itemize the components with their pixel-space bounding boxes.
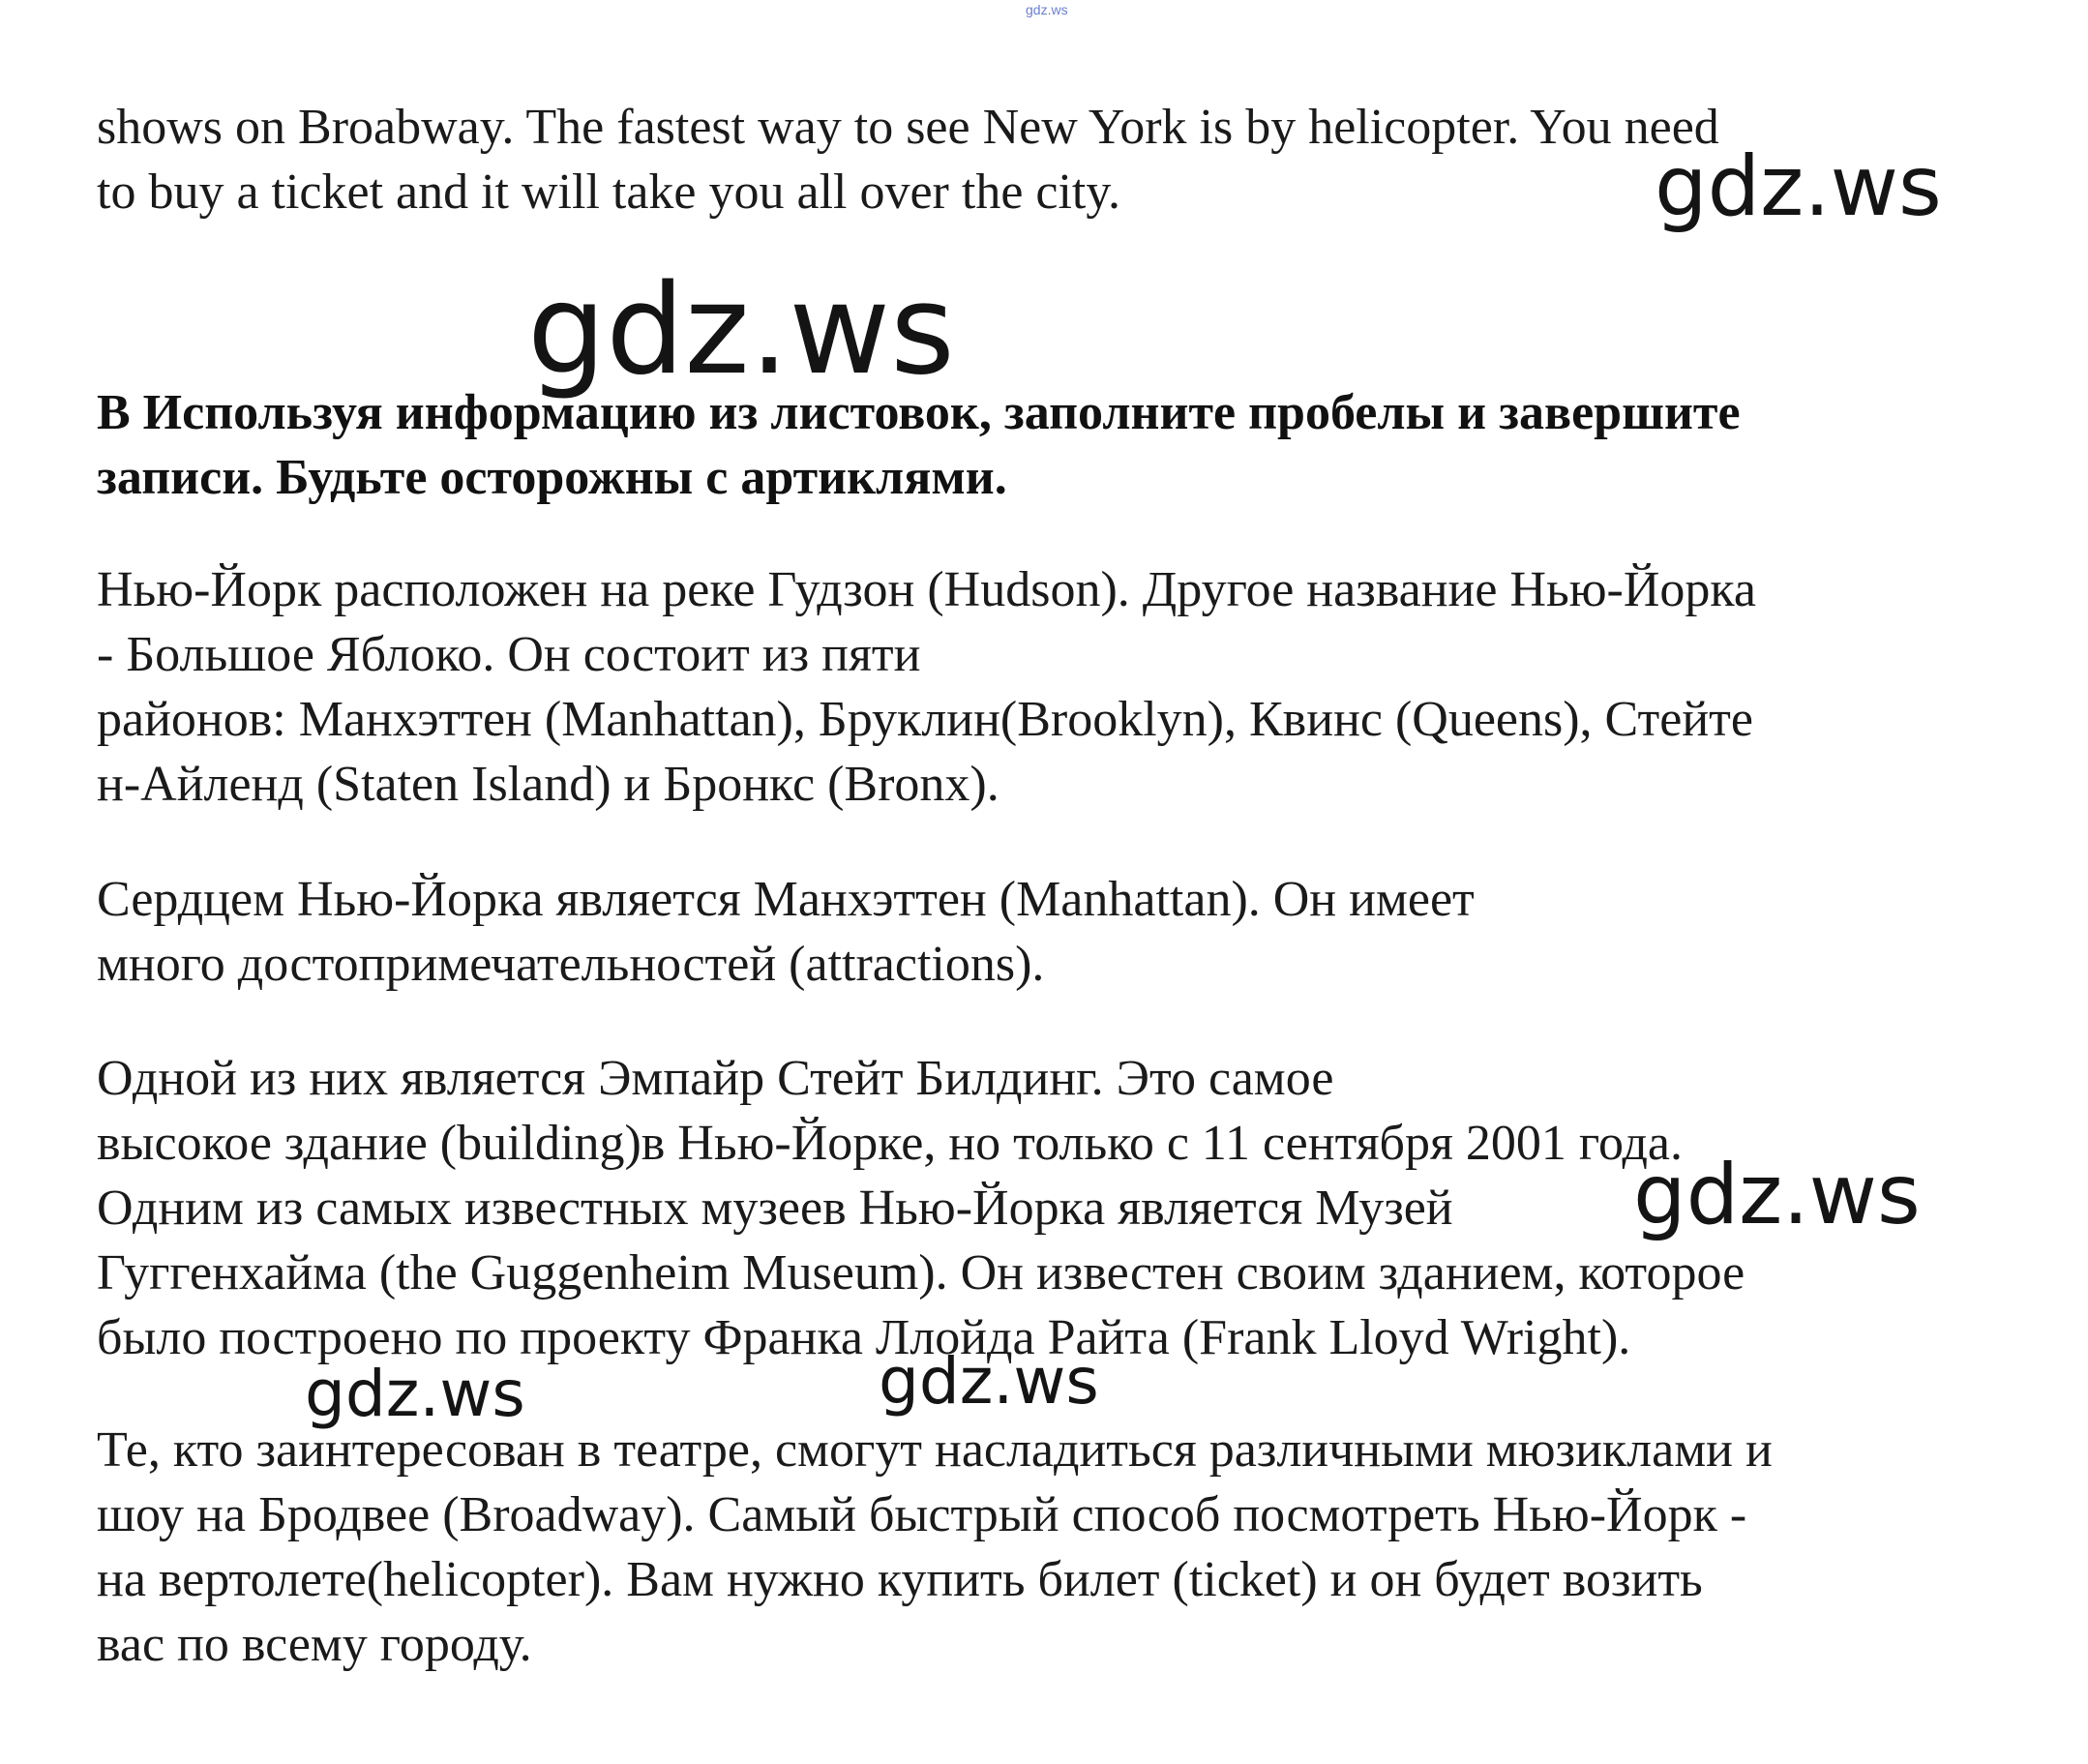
heading-line: записи. Будьте осторожны с артиклями.	[97, 450, 1007, 505]
text-line: Одной из них является Эмпайр Стейт Билдинг. Это самое	[97, 1051, 1334, 1106]
watermark: gdz.ws	[879, 1344, 1099, 1419]
watermark: gdz.ws	[527, 258, 955, 403]
watermark: gdz.ws	[1655, 138, 1942, 235]
text-line: вас по всему городу.	[97, 1617, 532, 1672]
watermark: gdz.ws	[1633, 1147, 1921, 1243]
text-line: Нью-Йорк расположен на реке Гудзон (Hudson). Другое название Нью-Йорка	[97, 562, 1756, 617]
paragraph-2	[97, 867, 2022, 997]
text-line: н-Айленд (Staten Island) и Бронкс (Bronx).	[97, 757, 999, 812]
text-line: Одним из самых известных музеев Нью-Йорка является Музей	[97, 1181, 1453, 1236]
text-line: на вертолете(helicopter). Вам нужно купить билет (ticket) и он будет возить	[97, 1552, 1703, 1607]
text-line: шоу на Бродвее (Broadway). Самый быстрый способ посмотреть Нью-Йорк -	[97, 1487, 1747, 1542]
text-line: to buy a ticket and it will take you all over the city.	[97, 164, 1121, 220]
top-watermark: gdz.ws	[1026, 2, 1068, 17]
watermark: gdz.ws	[305, 1357, 525, 1431]
text-line: shows on Broabway. The fastest way to see New York is by helicopter. You need	[97, 100, 1719, 155]
text-line: - Большое Яблоко. Он состоит из пяти	[97, 627, 921, 682]
text-line: районов: Манхэттен (Manhattan), Бруклин(Brooklyn), Квинс (Queens), Стейте	[97, 692, 1753, 747]
heading-line: В Используя информацию из листовок, заполните пробелы и завершите	[97, 385, 1741, 440]
text-line: было построено по проекту Франка Ллойда Райта (Frank Lloyd Wright).	[97, 1310, 1631, 1365]
paragraph-1	[97, 557, 2022, 817]
text-line: Гуггенхайма (the Guggenheim Museum). Он известен своим зданием, которое	[97, 1245, 1745, 1301]
text-line: Сердцем Нью-Йорка является Манхэттен (Manhattan). Он имеет	[97, 872, 1475, 927]
paragraph-4	[97, 1418, 2022, 1677]
text-line: Те, кто заинтересован в театре, смогут насладиться различными мюзиклами и	[97, 1422, 1773, 1478]
task-heading	[97, 380, 2022, 510]
text-line: высокое здание (building)в Нью-Йорке, но только с 11 сентября 2001 года.	[97, 1116, 1683, 1171]
text-line: много достопримечательностей (attractions).	[97, 937, 1045, 992]
